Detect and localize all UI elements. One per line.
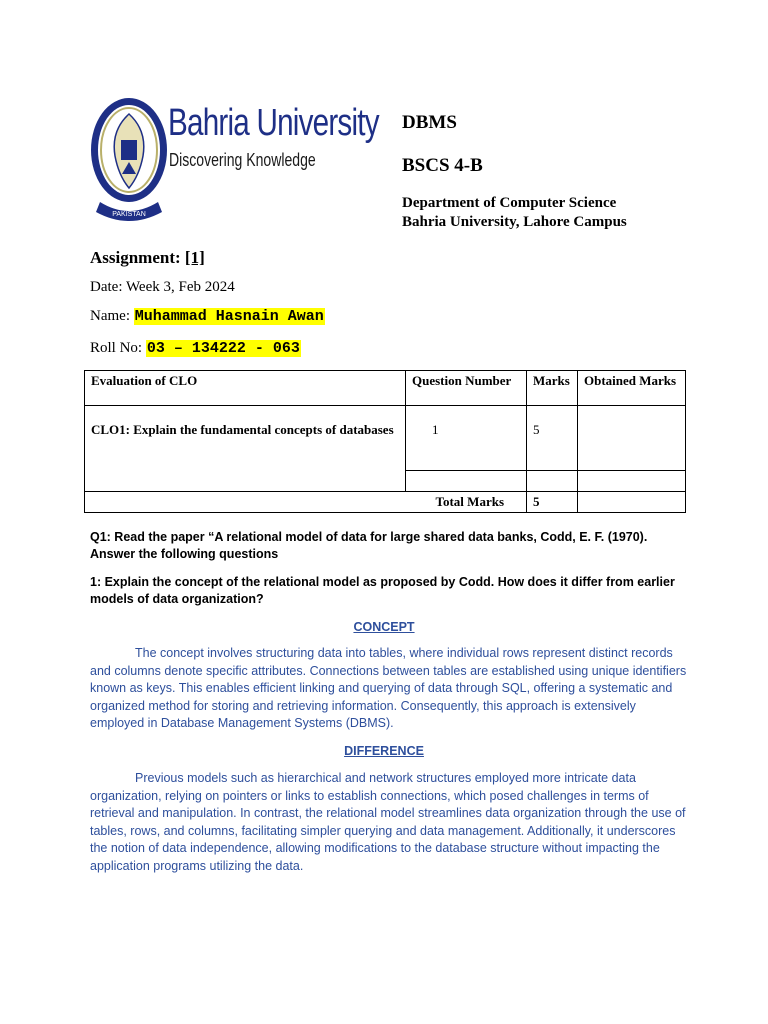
roll-number-row xyxy=(90,340,301,357)
concept-heading: CONCEPT xyxy=(353,620,415,634)
assignment-date: Date: Week 3, Feb 2024 xyxy=(90,279,235,295)
table-header-row xyxy=(85,371,686,406)
concept-paragraph: The concept involves structuring data into tables, where individual rows represent distinct records and columns denote specific attributes. Connections between tables are established using unique identifiers known as keys. This enables efficient linking and querying of data through SQL, offering a systematic and organized method for storing and retrieving information. Consequently, this approach is extensively employed in Database Management Systems (DBMS). xyxy=(90,646,687,731)
sub-question-1: 1: Explain the concept of the relational model as proposed by Codd. How does it differ from earlier models of data organization? xyxy=(90,575,675,606)
question-number-cell: 1 xyxy=(406,406,527,471)
header-question-number: Question Number xyxy=(406,371,527,406)
header-obtained-marks: Obtained Marks xyxy=(578,371,686,406)
student-name-row xyxy=(90,308,325,325)
university-name: Bahria University xyxy=(168,102,379,144)
clo-evaluation-table xyxy=(84,370,686,513)
total-obtained-cell xyxy=(578,492,686,513)
department-block xyxy=(402,194,627,232)
roll-label: Roll No: xyxy=(90,340,146,356)
class-section: BSCS 4-B xyxy=(402,155,483,176)
header-evaluation: Evaluation of CLO xyxy=(85,371,406,406)
assignment-number: [1] xyxy=(184,248,205,267)
university-logo xyxy=(88,92,170,232)
blank-cell xyxy=(406,471,527,492)
blank-cell xyxy=(578,471,686,492)
difference-paragraph: Previous models such as hierarchical and network structures employed more intricate data organization, relying on pointers or links to establish connections, which posed challenges in terms of retrieval and manipulation. In contrast, the relational model streamlines data organization through the use of tables, rows, and columns, facilitating simpler querying and data management. Additionally, it underscores the notion of data independence, allowing modifications to the database structure without impacting the application programs utilizing the data. xyxy=(90,771,686,873)
blank-cell xyxy=(527,471,578,492)
total-row xyxy=(85,492,686,513)
campus-name: Bahria University, Lahore Campus xyxy=(402,214,627,230)
obtained-marks-cell xyxy=(578,406,686,471)
assignment-label: Assignment: xyxy=(90,248,185,267)
table-row xyxy=(85,406,686,471)
course-title: DBMS xyxy=(402,112,457,133)
marks-cell: 5 xyxy=(527,406,578,471)
university-tagline: Discovering Knowledge xyxy=(169,150,316,170)
roll-number: 03 – 134222 - 063 xyxy=(146,340,300,357)
question-1: Q1: Read the paper “A relational model of data for large shared data banks, Codd, E. F. (1970). Answer the following questions xyxy=(90,530,648,561)
svg-text:PAKISTAN: PAKISTAN xyxy=(112,211,146,218)
difference-heading: DIFFERENCE xyxy=(344,744,424,758)
student-name: Muhammad Hasnain Awan xyxy=(134,308,324,325)
header-marks: Marks xyxy=(527,371,578,406)
total-marks-label: Total Marks xyxy=(85,492,527,513)
name-label: Name: xyxy=(90,308,134,324)
clo-description: CLO1: Explain the fundamental concepts of databases xyxy=(85,406,406,492)
assignment-title xyxy=(90,248,205,268)
total-marks-value: 5 xyxy=(527,492,578,513)
department-name: Department of Computer Science xyxy=(402,195,617,211)
